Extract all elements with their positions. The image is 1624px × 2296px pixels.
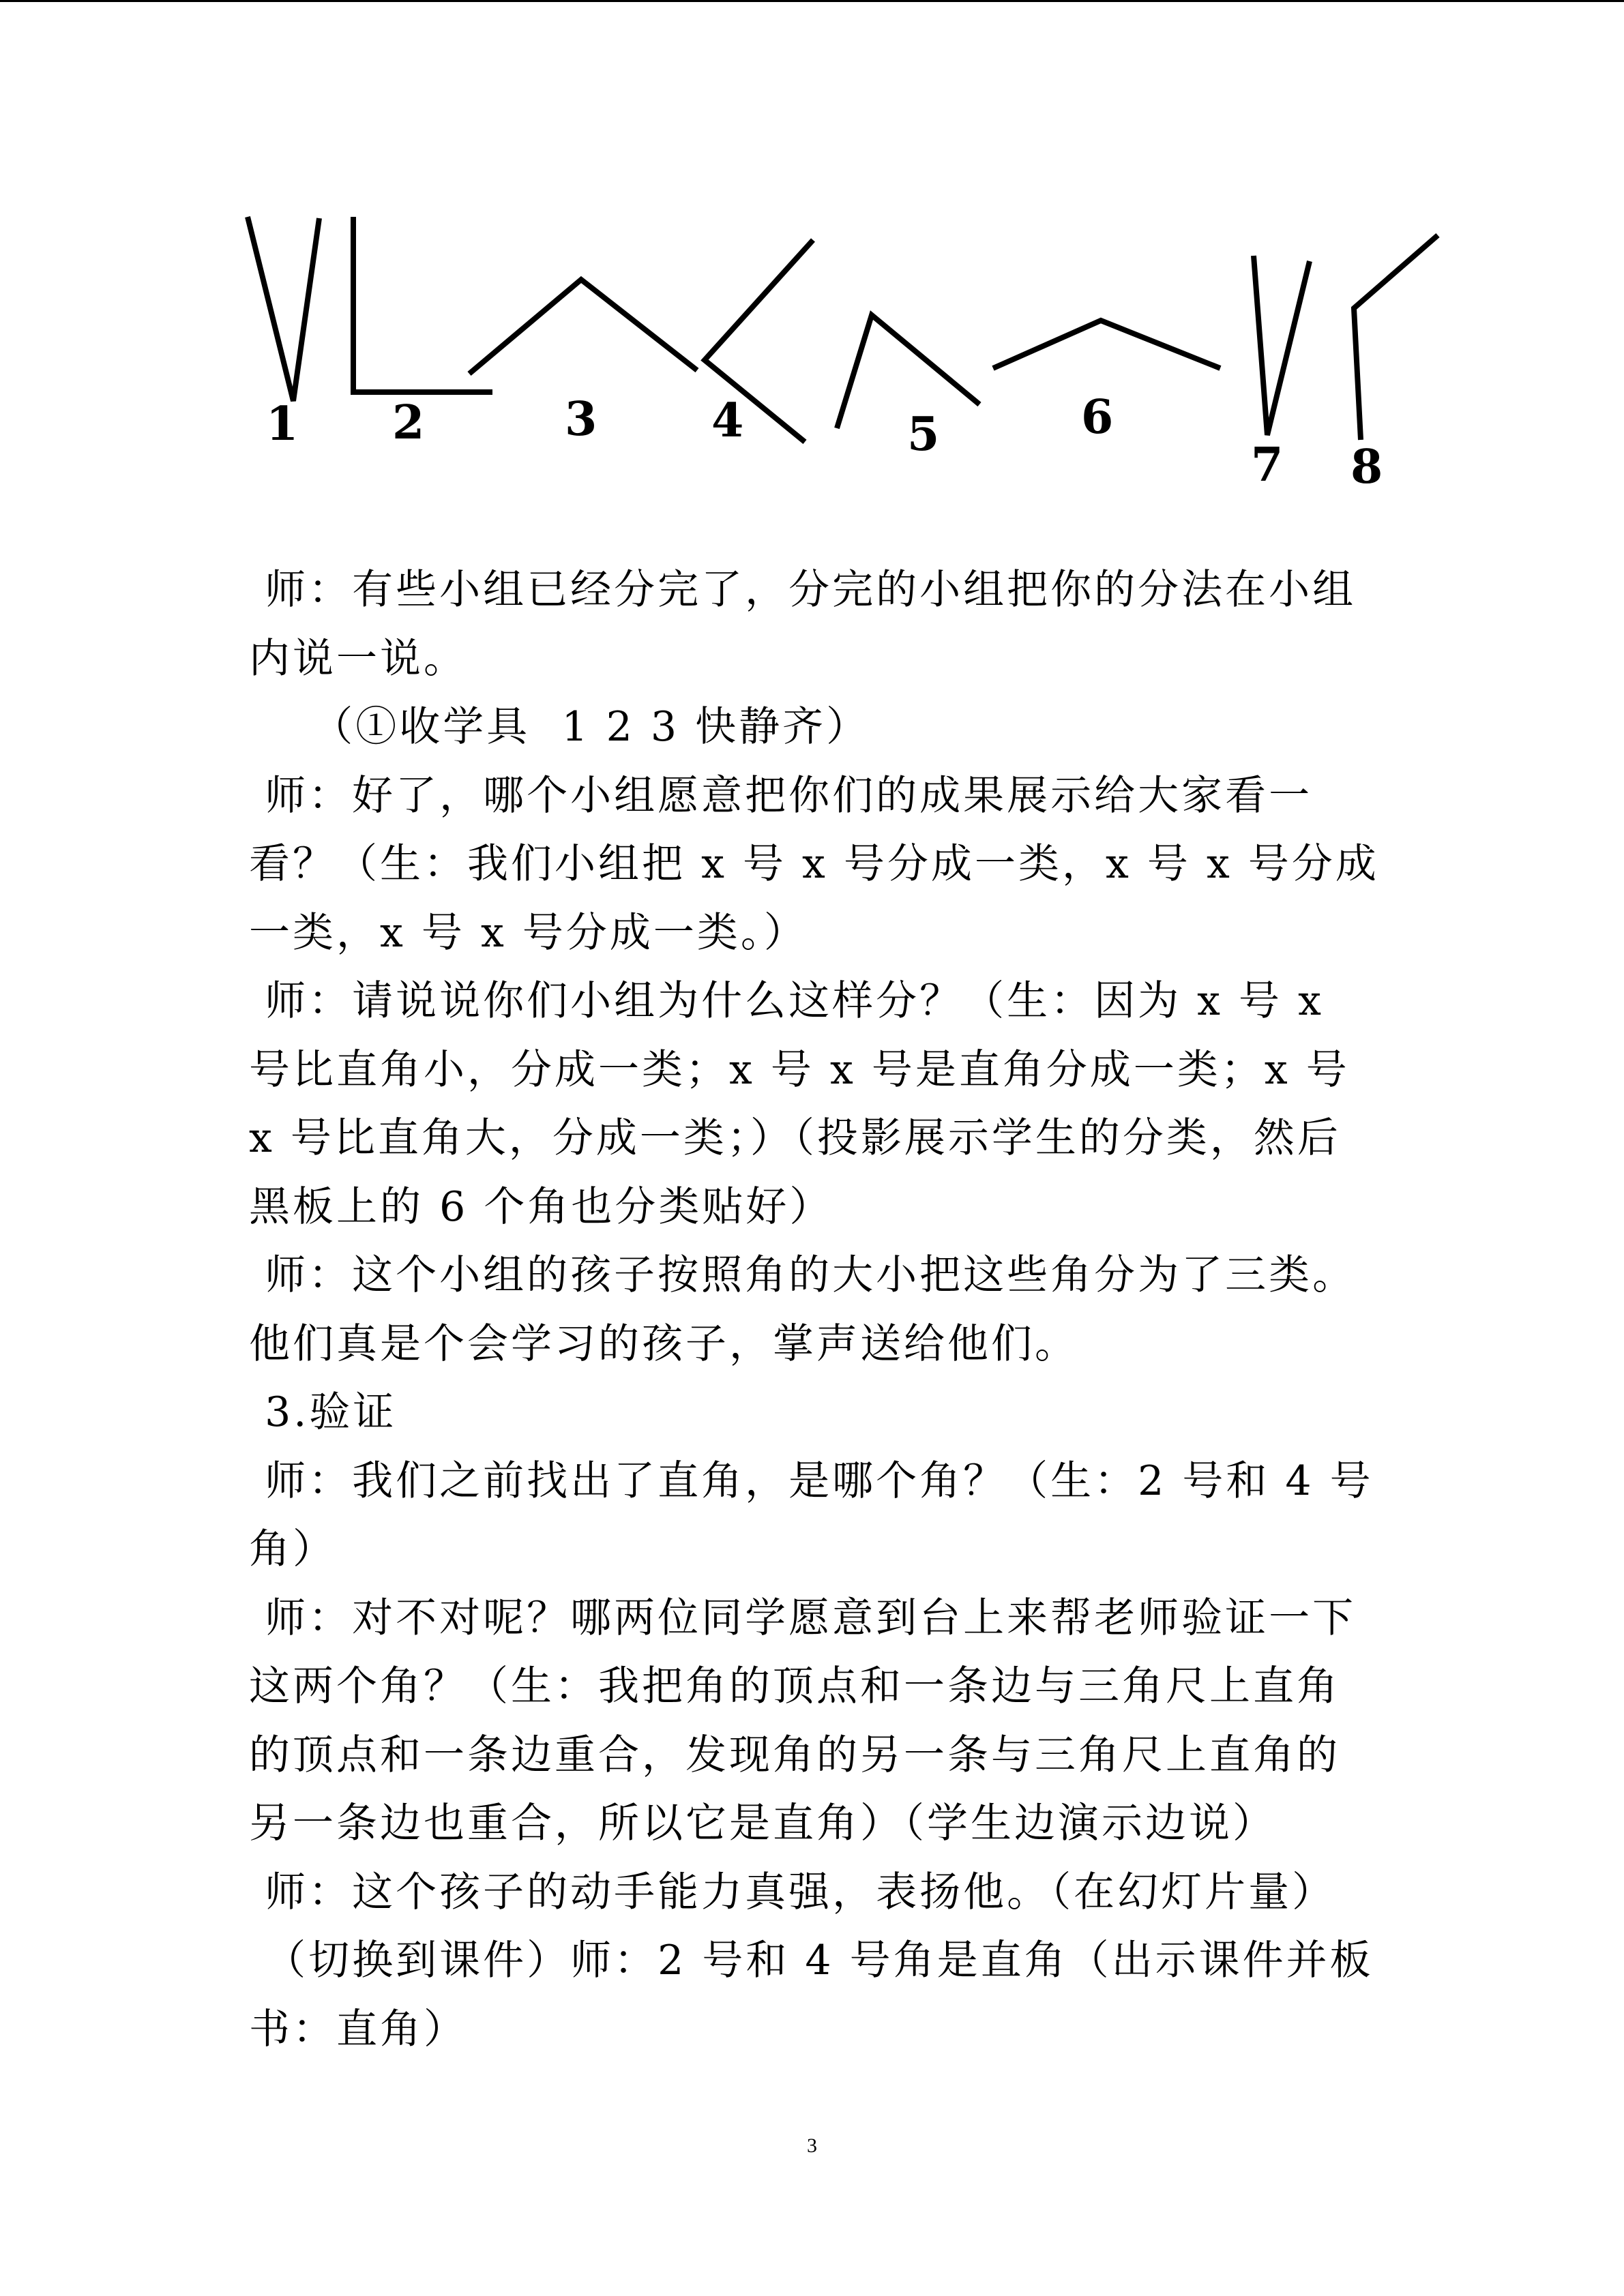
paragraph-2: （①收学具 1 2 3 快静齐）: [249, 703, 870, 751]
paragraph-10: （切换到课件）师：2 号和 4 号角是直角（出示课件并板书：直角）: [249, 1937, 1374, 2053]
paragraph-7: 师：我们之前找出了直角，是哪个角？（生：2 号和 4 号角）: [249, 1457, 1374, 1573]
paragraph-8: 师：对不对呢？哪两位同学愿意到台上来帮老师验证一下这两个角？（生：我把角的顶点和一条边与三角尺上直角的顶点和一条边重合，发现角的另一条与三角尺上直角的另一条边也重合，所以它是直角）（学生边演示边说）: [249, 1594, 1357, 1847]
angle-label-7: 7: [1251, 438, 1284, 492]
angle-8-shape: [1354, 235, 1438, 440]
paragraph-4: 师：请说说你们小组为什么这样分？（生：因为 x 号 x 号比直角小，分成一类；x 号 x 号是直角分成一类；x 号 x 号比直角大，分成一类；）（投影展示学生的分类，然后黑板上的 6 个角也分类贴好）: [249, 977, 1365, 1231]
angle-3-shape: [469, 280, 697, 374]
angle-label-6: 6: [1081, 390, 1114, 445]
top-border-line: [0, 0, 1624, 2]
angle-6-shape: [993, 320, 1220, 368]
section-heading-verify: 3.验证: [249, 1388, 397, 1436]
angle-label-3: 3: [565, 392, 597, 447]
angles-figure: [0, 198, 1624, 505]
angle-2-shape: [353, 217, 492, 392]
paragraph-3: 师：好了，哪个小组愿意把你们的成果展示给大家看一看？（生：我们小组把 x 号 x 号分成一类，x 号 x 号分成一类，x 号 x 号分成一类。）: [249, 771, 1379, 957]
angle-label-8: 8: [1350, 440, 1383, 494]
angle-7-shape: [1254, 256, 1310, 435]
paragraph-1: 师：有些小组已经分完了，分完的小组把你的分法在小组内说一说。: [249, 566, 1357, 683]
page-number: 3: [807, 2134, 817, 2157]
angle-label-1: 1: [266, 397, 299, 451]
angle-label-5: 5: [907, 407, 940, 462]
angle-1-shape: [248, 217, 319, 401]
lesson-body-text: [249, 556, 1381, 2063]
angle-label-2: 2: [392, 396, 425, 450]
paragraph-5: 师：这个小组的孩子按照角的大小把这些角分为了三类。他们真是个会学习的孩子，掌声送给他们。: [249, 1251, 1357, 1368]
paragraph-9: 师：这个孩子的动手能力真强，表扬他。（在幻灯片量）: [249, 1868, 1336, 1916]
angle-label-4: 4: [711, 393, 744, 448]
